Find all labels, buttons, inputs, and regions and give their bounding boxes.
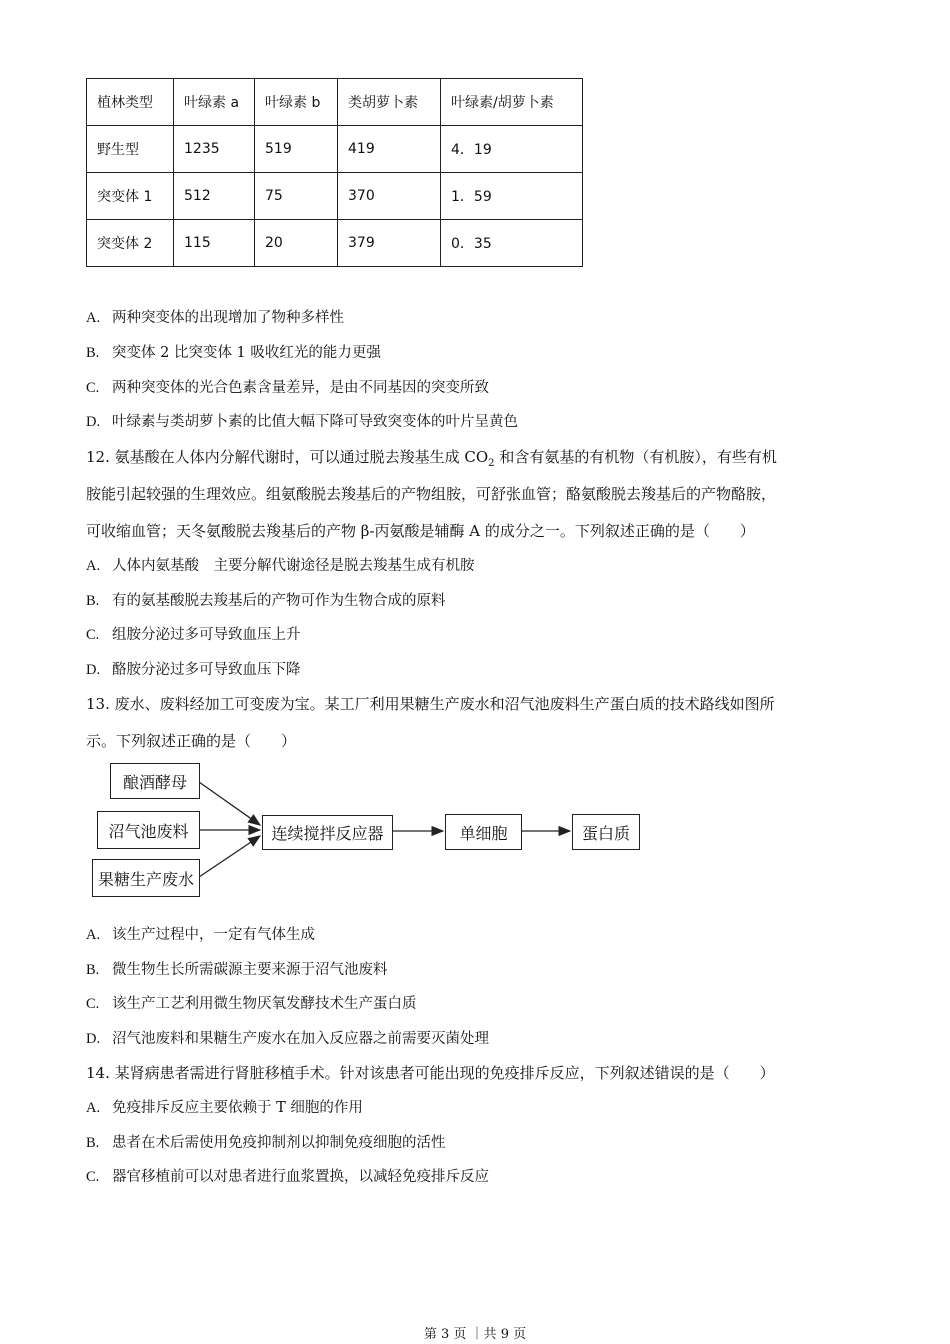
q13-stem-line-2: 示。下列叙述正确的是（ ） bbox=[86, 732, 297, 750]
q12-option-c[interactable]: C. 组胺分泌过多可导致血压上升 bbox=[86, 627, 301, 643]
q13-stem-line-1: 13. 废水、废料经加工可变废为宝。某工厂利用果糖生产废水和沼气池废料生产蛋白质的技术路线如图所 bbox=[86, 695, 775, 713]
q13-option-a[interactable]: A. 该生产过程中，一定有气体生成 bbox=[86, 927, 315, 943]
input-box-fructose-wastewater: 果糖生产废水 bbox=[92, 859, 200, 897]
table-header-cell: 植林类型 bbox=[87, 79, 174, 126]
q14-option-b[interactable]: B. 患者在术后需使用免疫抑制剂以抑制免疫细胞的活性 bbox=[86, 1135, 446, 1151]
q12-option-b[interactable]: B. 有的氨基酸脱去羧基后的产物可作为生物合成的原料 bbox=[86, 593, 446, 609]
table-header-cell: 叶绿素 a bbox=[174, 79, 255, 126]
protein-box: 蛋白质 bbox=[572, 814, 640, 850]
q13-option-c[interactable]: C. 该生产工艺利用微生物厌氧发酵技术生产蛋白质 bbox=[86, 996, 417, 1012]
q11-option-b[interactable]: B. 突变体 2 比突变体 1 吸收红光的能力更强 bbox=[86, 345, 381, 361]
q12-stem-line-2: 胺能引起较强的生理效应。组氨酸脱去羧基后的产物组胺，可舒张血管；酪氨酸脱去羧基后的产物酪胺， bbox=[86, 485, 777, 503]
q12-option-a[interactable]: A. 人体内氨基酸 主要分解代谢途径是脱去羧基生成有机胺 bbox=[86, 558, 475, 574]
table-cell: 突变体 2 bbox=[87, 220, 174, 267]
table-cell: 20 bbox=[255, 220, 338, 267]
table-cell: 1．59 bbox=[441, 173, 583, 220]
table-header-cell: 叶绿素 b bbox=[255, 79, 338, 126]
table-cell: 512 bbox=[174, 173, 255, 220]
table-cell: 370 bbox=[338, 173, 441, 220]
table-cell: 1235 bbox=[174, 126, 255, 173]
table-cell: 突变体 1 bbox=[87, 173, 174, 220]
q11-option-c[interactable]: C. 两种突变体的光合色素含量差异，是由不同基因的突变所致 bbox=[86, 380, 489, 396]
q12-option-d[interactable]: D. 酪胺分泌过多可导致血压下降 bbox=[86, 662, 301, 678]
q14-option-c[interactable]: C. 器官移植前可以对患者进行血浆置换，以减轻免疫排斥反应 bbox=[86, 1169, 489, 1185]
table-header-cell: 叶绿素/胡萝卜素 bbox=[441, 79, 583, 126]
table-cell: 419 bbox=[338, 126, 441, 173]
q11-option-d[interactable]: D. 叶绿素与类胡萝卜素的比值大幅下降可导致突变体的叶片呈黄色 bbox=[86, 414, 518, 430]
table-cell: 0．35 bbox=[441, 220, 583, 267]
table-cell: 4．19 bbox=[441, 126, 583, 173]
q13-option-d[interactable]: D. 沼气池废料和果糖生产废水在加入反应器之前需要灭菌处理 bbox=[86, 1031, 489, 1047]
q12-stem-line-3: 可收缩血管；天冬氨酸脱去羧基后的产物 β-丙氨酸是辅酶 A 的成分之一。下列叙述正确的是（ ） bbox=[86, 522, 755, 540]
table-cell: 野生型 bbox=[87, 126, 174, 173]
table-header-cell: 类胡萝卜素 bbox=[338, 79, 441, 126]
q12-stem-line-1: 12. 氨基酸在人体内分解代谢时，可以通过脱去羧基生成 $CO_2$ 和含有氨基的有机物（有机胺），有些有机 bbox=[86, 448, 777, 469]
q14-stem-line-1: 14. 某肾病患者需进行肾脏移植手术。针对该患者可能出现的免疫排斥反应，下列叙述错误的是（ ） bbox=[86, 1064, 775, 1082]
q14-option-a[interactable]: A. 免疫排斥反应主要依赖于 T 细胞的作用 bbox=[86, 1100, 363, 1116]
input-box-biogas-waste: 沼气池废料 bbox=[97, 811, 200, 849]
table-cell: 115 bbox=[174, 220, 255, 267]
single-cell-box: 单细胞 bbox=[445, 814, 522, 850]
q13-option-b[interactable]: B. 微生物生长所需碳源主要来源于沼气池废料 bbox=[86, 962, 388, 978]
page-footer: 第 3 页 ｜共 9 页 bbox=[423, 1327, 527, 1342]
input-box-yeast: 酿酒酵母 bbox=[110, 763, 200, 799]
arrow-yeast-to-reactor bbox=[199, 782, 260, 825]
table-cell: 519 bbox=[255, 126, 338, 173]
table-cell: 379 bbox=[338, 220, 441, 267]
q11-option-a[interactable]: A. 两种突变体的出现增加了物种多样性 bbox=[86, 310, 344, 326]
reactor-box: 连续搅拌反应器 bbox=[262, 815, 393, 850]
table-cell: 75 bbox=[255, 173, 338, 220]
arrow-wastewater-to-reactor bbox=[199, 836, 260, 877]
